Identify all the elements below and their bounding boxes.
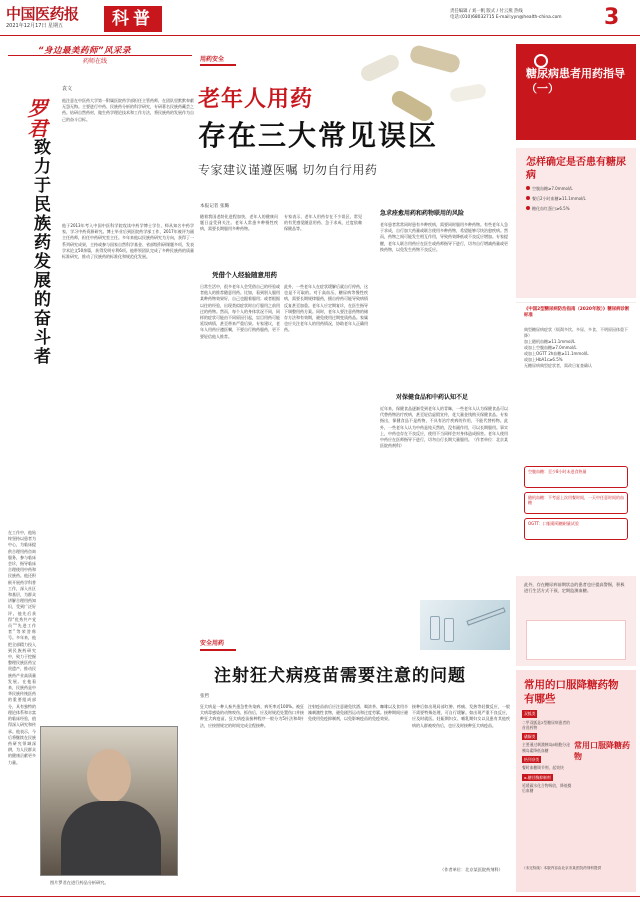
definition-box: 随机血糖：不考虑上次用餐时间，一天中任意时间的血糖 [524,492,628,514]
pill-shape [358,52,401,83]
criteria-title: 《中国2型糖尿病防治指南（2020年版）》糖尿病诊断标准 [524,307,630,318]
profile-name: 罗君 [24,98,48,138]
diagnosis-title: 怎样确定是否患有糖尿病 [526,157,626,181]
portrait-caption: 图片罗君在进行药品分析研究。 [50,880,109,885]
editor-names: 责任编辑 / 刘一帆 版式 / 付云燕 热线 [450,9,523,14]
oral-drugs-subtitle: 常用口服降糖药物 [574,741,630,761]
definition-box: OGTT：口服葡萄糖耐量试验 [524,518,628,540]
vaccine-body-3: 接种后如出现局部红肿、疼痛、发热等轻微反应，一般不需要特殊处理，可自行缓解。如出现严重不良反应，应及时就医。妊娠期妇女、哺乳期妇女以及患有其他疾病的人群被咬伤后，也应及时接种狂犬病疫苗。 [412,704,510,728]
definitions-block [516,464,636,574]
syringe [466,607,505,625]
vaccine-headline: 注射狂犬病疫苗需要注意的问题 [214,666,466,686]
vaccine-body-1: 狂犬病是一种人畜共患急性传染病，病死率近100%。被狂犬病毒感染的动物咬伤、抓伤后，应及时规范处置伤口并接种狂犬病疫苗。狂犬病疫苗接种程序一般分为5针法和4针法，应按照规定的时间完成全程接种。 [200,704,304,728]
vaccine-photo [420,600,510,650]
diagnosis-block [516,148,636,298]
portrait-face [87,749,131,803]
drug-class-tag: α-糖苷酶抑制剂 [524,774,551,780]
pill-shape [449,83,487,103]
left-banner [8,40,192,74]
vaccine-body-2: 注射疫苗前后应注意避免饮酒、喝浓茶、咖啡以及食用辛辣刺激性食物，避免剧烈运动和过度劳累。接种期间应避免使用免疫抑制剂，以免影响疫苗的免疫效果。 [308,704,408,722]
diagnosis-items [526,186,630,216]
profile-headline: 致力于民族药发展的奋斗者 [30,138,50,366]
vaccine-vial [430,616,440,640]
section-label: 科普 [104,6,162,32]
diagnosis-item: 餐后2小时血糖≥11.1mmol/L [526,196,630,202]
drug-class-tag: 双胍类 [524,711,536,716]
drug-class-text: 主要通过刺激胰岛β细胞分泌胰岛素降低血糖 [522,742,570,753]
vaccine-vial [444,618,454,642]
criteria-item: 典型糖尿病症状（烦渴多饮、多尿、多食、不明原因体重下降） [524,327,628,338]
center-body-1: 随着我国老龄化进程加快，老年人的健康问题日益受到关注。老年人常患多种慢性疾病，需要长期服用多种药物。 [200,214,278,232]
kicker-underline [200,64,236,66]
left-article-author: 袁文 [62,86,73,92]
criteria-block [516,302,636,462]
center-body-5: 此外，一些老年人在症状缓解后就自行停药，这也是不可取的。对于高血压、糖尿病等慢性疾病，需要长期规律服药，擅自停药可能导致病情反复甚至加重。老年人应定期复诊，在医生指导下调整用药方案。同时，老年人要注意药物的储存方法和有效期，避免使用过期变质药品。家属也应关注老年人的用药情况，协助老年人正确用药。 [284,284,368,333]
center-body-6: 近年来，保健食品逐渐受到老年人的青睐，一些老年人认为保健食品可以代替药物治疗疾病，甚至轻信虚假宣传，花大量金钱购买保健食品。专家指出，保健食品不是药物，不具有治疗疾病的作用，不能代替药物。此外，一些老年人认为中药是纯天然的，没有副作用，可以长期服用。事实上，中药也存在不良反应，使用不当同样会对身体造成损害。老年人使用中药应在医师指导下进行，切勿自行长期大量服用。（作者单位：北京某医院药剂科） [380,406,508,449]
left-article-body-3: 在工作中，他始终坚持以患者为中心，为临床提供合理用药咨询服务，参与临床会诊，指导临床合理使用中药和民族药。他还积极开展药学科普工作，深入社区和基层，为群众讲解合理用药知识，受到广泛好评。他先后获得“优秀共产党员”“先进工作者”等荣誉称号。多年来，他把全部精力投入到民族药研究中，致力于挖掘整理民族医药宝贵遗产，推动民族药产业高质量发展。在他看来，民族药是中华民族传统医药的重要组成部分，具有独特的理论体系和丰富的临床经验，值得深入研究和传承。他表示，今后将继续在民族药研究领域深耕，为人民群众的健康贡献更多力量。 [8,530,36,765]
oral-drugs-block [516,670,636,892]
editor-info [450,9,610,21]
center-headline-pre: 老年人用药 [198,86,314,112]
diagnosis-item: 糖化血红蛋白≥6.5% [526,206,630,212]
criteria-list [524,327,632,369]
kicker-underline [200,649,236,651]
center-kicker: 用药安全 [200,56,225,63]
center-body-2: 专家表示，老年人用药存在不少误区，常见的有凭感觉随意用药、急于求成、过度依赖保健品等。 [284,214,362,232]
center-subheading-2: 凭借个人经验随意用药 [212,271,277,279]
criteria-item: 或加上OGTT 2h血糖≥11.1mmol/L [524,351,589,356]
prediabetes-block [516,576,636,666]
portrait-coat [61,801,161,876]
dateline: 2021年12月17日 星期五 [6,23,64,29]
drug-class-tag: 磺脲类 [524,733,536,739]
bullet-icon [526,196,530,200]
drug-class-text: 延缓碳水化合物吸收，降低餐后血糖 [522,783,572,794]
portrait-photo [40,726,178,876]
center-subheading-3: 对保健食品和中药认知不足 [396,394,469,401]
center-body-3: 老年患者常常同时患有多种疾病，需要同时服用多种药物。有些老年人急于求成，自行加大药量或联合使用多种药物，希望能够尽快治愈疾病。然而，药物之间可能发生相互作用，导致药效降低或不良反应增加。专家提醒，老年人联合用药应在医生或药师指导下进行，切勿自行增减药量或更换药物，以免发生药物不良反应。 [380,222,508,252]
bullet-icon [526,206,530,210]
sidebar-header-title: 糖尿病患者用药指导（一） [526,67,625,95]
criteria-item: 或加上空腹血糖≥7.0mmol/L [524,345,577,350]
prediabetes-text: 此外，存在糖尿病前期状态的患者也应提高警惕，积极进行生活方式干预，定期监测血糖。 [524,582,625,593]
criteria-item: 或加上HbA1c≥6.5% [524,357,563,362]
definition-box: 空腹血糖：至少8小时未进食热量 [524,466,628,488]
center-byline: 本报记者 张璐 [200,204,230,209]
food-illustration [526,620,626,660]
center-body-4: 日常生活中，很多老年人会凭借自己的经验或者他人的推荐随意用药。比如，看到别人服用某种药物效果好，自己也跟着服用；或者根据以往的经验，出现类似症状时自行服用之前用过的药物。然而，每个人的身体状况不同，同样的症状可能由不同原因引起，盲目用药可能延误病情，甚至带来严重后果。专家建议，老年人用药应遵医嘱，不要自行购药服药，更不要轻信他人推荐。 [200,284,280,339]
vaccine-byline: 张哲 [200,694,210,699]
newspaper-logo: 中国医药报 [6,5,79,23]
center-subheading-1: 急求痊愈用药和药物联用的风险 [380,210,465,217]
vaccine-author: （作者单位：北京某医院药剂科） [440,867,503,872]
page-number: 3 [604,5,620,30]
sidebar-footnote: （未完待续）本版内容由北京市某医院药剂科提供 [522,866,602,870]
diagnosis-item: 空腹血糖≥7.0mmol/L [526,186,630,192]
oral-drugs-title: 常用的口服降糖药物有哪些 [524,679,619,705]
banner-title: “身边最美药师”风采录 [38,46,131,56]
editor-contact: 电话:(010)68032715 E-mail:yyn@health-china.com [450,15,562,20]
center-headline-main: 存在三大常见误区 [198,119,439,152]
left-article-body-1: 他注意在中医药大学第一附属医院药学部担任主管药师，在团队里默默奉献无怨无悔。主要进行中药、民族药分析的科学研究，专研著名民族药藏芸之药。钻研自然药材，做生药学理论技术和工作方法，将民族药的发展作为自己的奋斗目标。 [62,98,194,122]
center-headline-sub: 专家建议谨遵医嘱 切勿自行用药 [198,163,378,177]
banner-subtitle: 药师在线 [83,58,108,65]
criteria-item: 无糖尿病典型症状者，需改日复查确认 [524,363,592,368]
vertical-title-block [8,98,58,528]
criteria-item: 加上随机血糖≥11.1mmol/L [524,339,576,344]
right-sidebar [516,40,636,892]
vaccine-kicker: 安全用药 [200,640,225,647]
drug-class-tag: 格列奈类 [524,756,540,762]
drug-classes [522,710,572,796]
bullet-icon [526,186,530,190]
drug-class-text: 二甲双胍是2型糖尿病患者的首选药物 [522,719,570,730]
pill-shape [409,44,462,74]
masthead [0,0,640,36]
sidebar-header [516,44,636,140]
left-article-body-2: 他于2013年考入中国中医科学院攻读中药学博士学位，师从知名中药学家，学习中药资源研究。博士毕业后到医院药学部工作，2017年被评为副主任药师，担任中药研究室主任。多年来他以民族药研究为方向，获得了一系列研究成果，主持或参与国家自然科学基金、省部级科研课题多项，发表学术论文50余篇，获得发明专利6项。他带领团队完成了多种民族药的质量标准研究，推动了民族药的标准化和规范化发展。 [62,223,194,260]
drug-class-text: 餐时血糖调节剂，起效快 [522,765,564,771]
footer-divider [0,896,640,897]
